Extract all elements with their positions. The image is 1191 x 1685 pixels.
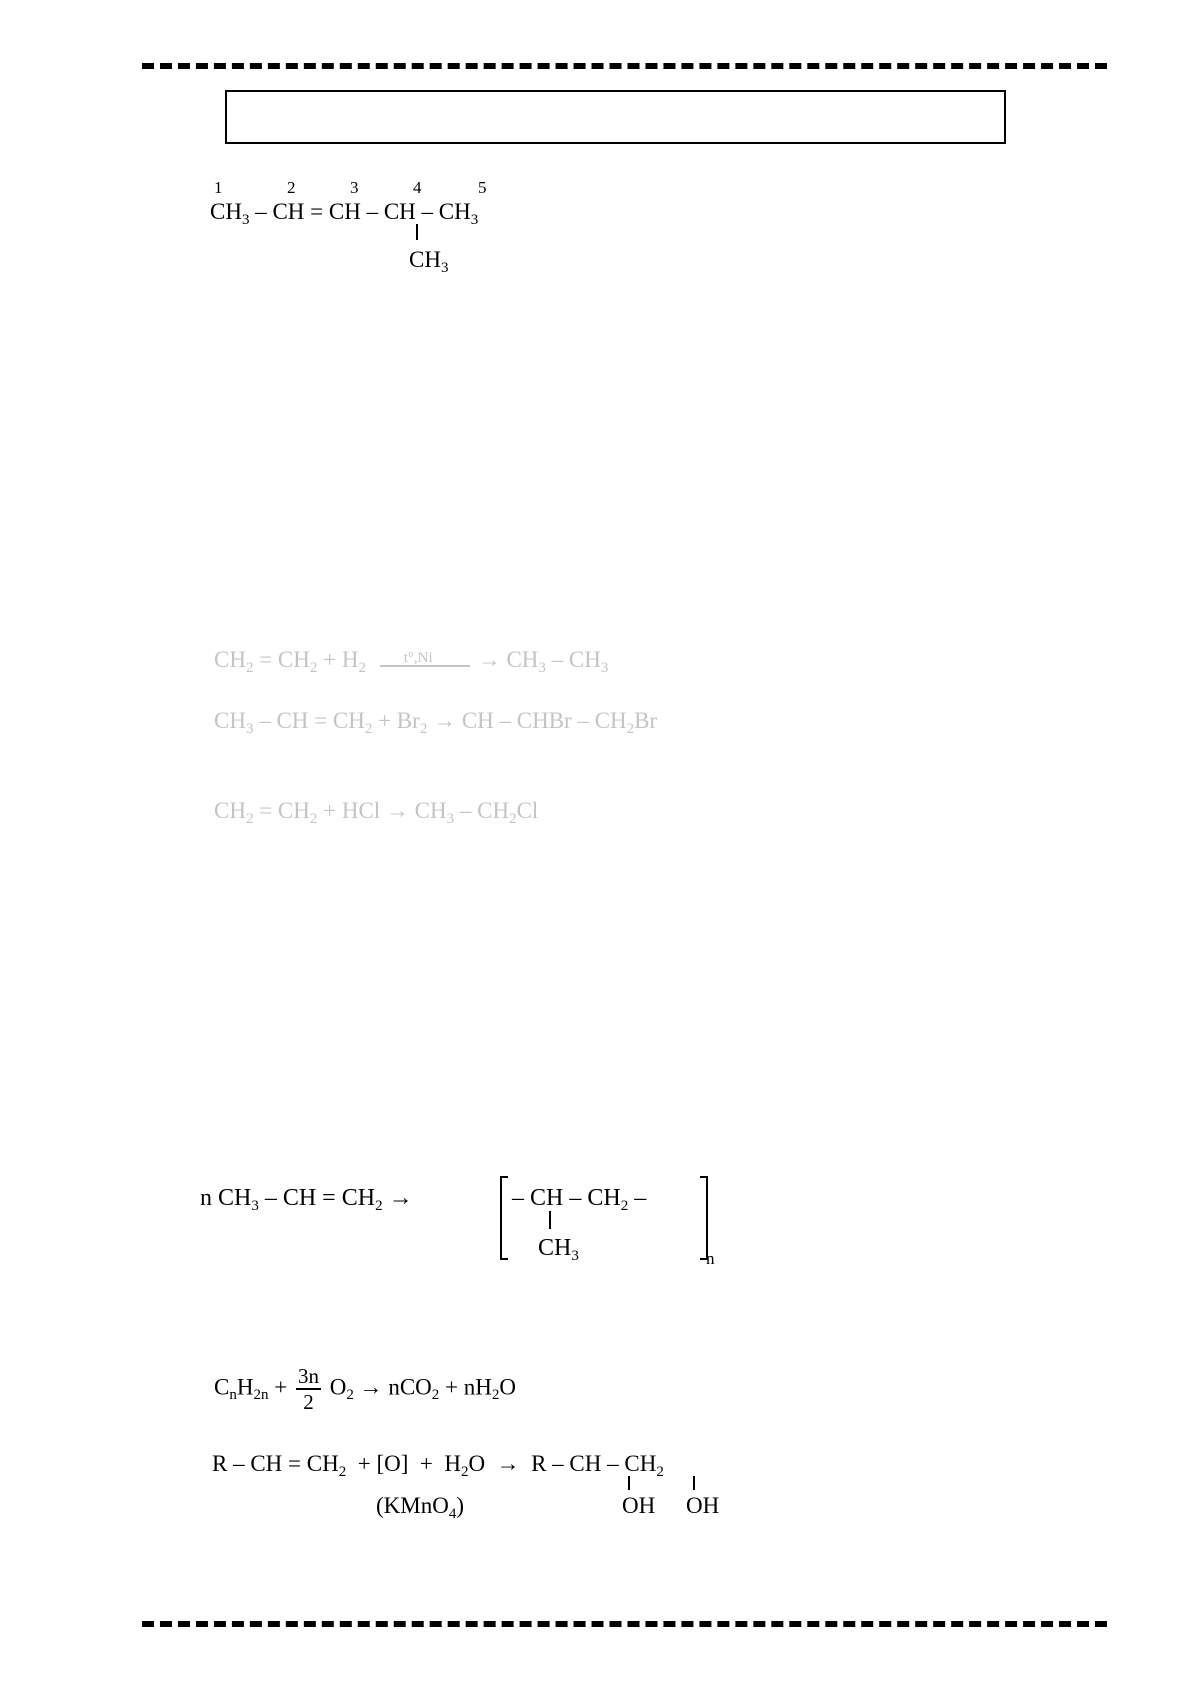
carbon-number-1: 1 bbox=[214, 178, 223, 197]
bottom-dashed-rule bbox=[142, 1621, 1107, 1627]
carbon-number-5: 5 bbox=[478, 178, 487, 197]
polymer-branch-bond bbox=[549, 1211, 551, 1229]
header-box bbox=[225, 90, 1006, 144]
methyl-branch: $CH_3$ bbox=[409, 247, 449, 276]
combustion-equation: $C_nH_{2n}$ + $\frac{3n}{2}$ $O_2 \to nCO_2 + nH_2O$ bbox=[214, 1364, 516, 1415]
repeat-unit-n: n bbox=[706, 1249, 715, 1268]
bromination-equation: $CH_3$ – CH = $CH_2 + Br_2$ → CH – CHBr – $CH_2Br$ bbox=[214, 708, 658, 737]
polymer-backbone: – CH – $CH_2$ – bbox=[512, 1185, 647, 1214]
oxidizing-reagent: (KMnO$_4$) bbox=[376, 1493, 465, 1522]
oh-bond-2 bbox=[693, 1476, 695, 1490]
polymer-methyl-branch: $CH_3$ bbox=[538, 1235, 579, 1264]
hydroxyl-1: OH bbox=[622, 1493, 656, 1518]
left-bracket bbox=[500, 1176, 508, 1260]
oxidation-main-line: R – CH = $CH_2 + [O] + H_2O \to R$ – CH – $CH_2$ bbox=[212, 1451, 664, 1480]
hydrochlorination-equation: $CH_2 = CH_2$ + HCl → $CH_3 - CH_2Cl$ bbox=[214, 798, 539, 827]
main-chain-formula: $CH_3$ – CH = CH – CH – $CH_3$ bbox=[210, 199, 479, 228]
stoichiometric-fraction: $\frac{3n}{2}$ bbox=[297, 1364, 319, 1415]
hydroxyl-2: OH bbox=[686, 1493, 720, 1518]
top-dashed-rule bbox=[142, 63, 1107, 69]
carbon-number-2: 2 bbox=[287, 178, 296, 197]
carbon-number-3: 3 bbox=[350, 178, 359, 197]
polymerization-reactant: n $CH_3$ – CH = $CH_2$ → bbox=[200, 1185, 413, 1214]
carbon-number-4: 4 bbox=[413, 178, 422, 197]
branch-bond bbox=[416, 224, 418, 240]
oh-bond-1 bbox=[628, 1476, 630, 1490]
hydrogenation-equation: $CH_2 = CH_2 + H_2$ t°,Ni → $CH_3 - CH_3$ bbox=[214, 647, 609, 676]
right-bracket bbox=[700, 1176, 708, 1260]
